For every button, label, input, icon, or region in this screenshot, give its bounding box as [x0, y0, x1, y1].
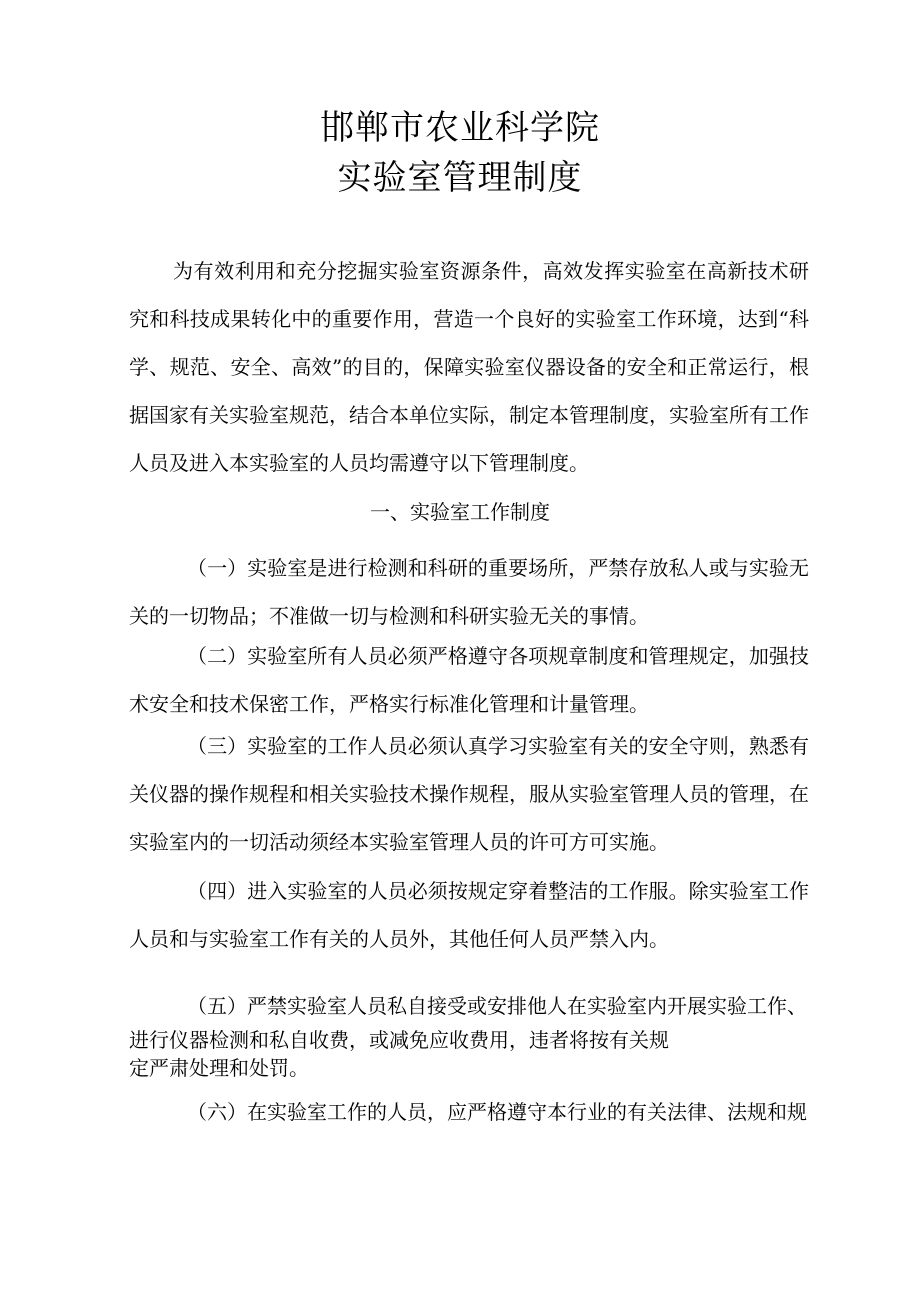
document-title-institution: 邯郸市农业科学院: [320, 108, 600, 148]
section-heading-work-rules: 一、实验室工作制度: [370, 500, 550, 524]
rule-item-2: （二）实验室所有人员必须严格遵守各项规章制度和管理规定，加强技术安全和技术保密工作，严格实行标准化管理和计量管理。: [129, 644, 809, 716]
rule-item-4: （四）进入实验室的人员必须按规定穿着整洁的工作服。除实验室工作人员和与实验室工作有关的人员外，其他任何人员严禁入内。: [129, 879, 809, 951]
rule-item-5-line-1: （五）严禁实验室人员私自接受或安排他人在实验室内开展实验工作、: [187, 994, 807, 1018]
rule-item-6: （六）在实验室工作的人员，应严格遵守本行业的有关法律、法规和规: [187, 1100, 807, 1124]
intro-paragraph: 为有效利用和充分挖掘实验室资源条件，高效发挥实验室在高新技术研究和科技成果转化中的重要作用，营造一个良好的实验室工作环境，达到“科学、规范、安全、高效”的目的，保障实验室仪器设备的安全和正常运行，根据国家有关实验室规范，结合本单位实际，制定本管理制度，实验室所有工作人员及进入本实验室的人员均需遵守以下管理制度。: [129, 259, 809, 475]
document-title-regulation: 实验室管理制度: [337, 158, 583, 198]
rule-item-5-line-2: 进行仪器检测和私自收费，或减免应收费用，违者将按有关规: [129, 1028, 669, 1052]
rule-item-5-line-3: 定严肃处理和处罚。: [129, 1056, 309, 1080]
rule-item-1: （一）实验室是进行检测和科研的重要场所，严禁存放私人或与实验无关的一切物品；不准做一切与检测和科研实验无关的事情。: [129, 556, 809, 628]
rule-item-3: （三）实验室的工作人员必须认真学习实验室有关的安全守则，熟悉有关仪器的操作规程和相关实验技术操作规程，服从实验室管理人员的管理，在实验室内的一切活动须经本实验室管理人员的许可方可实施。: [129, 734, 809, 854]
